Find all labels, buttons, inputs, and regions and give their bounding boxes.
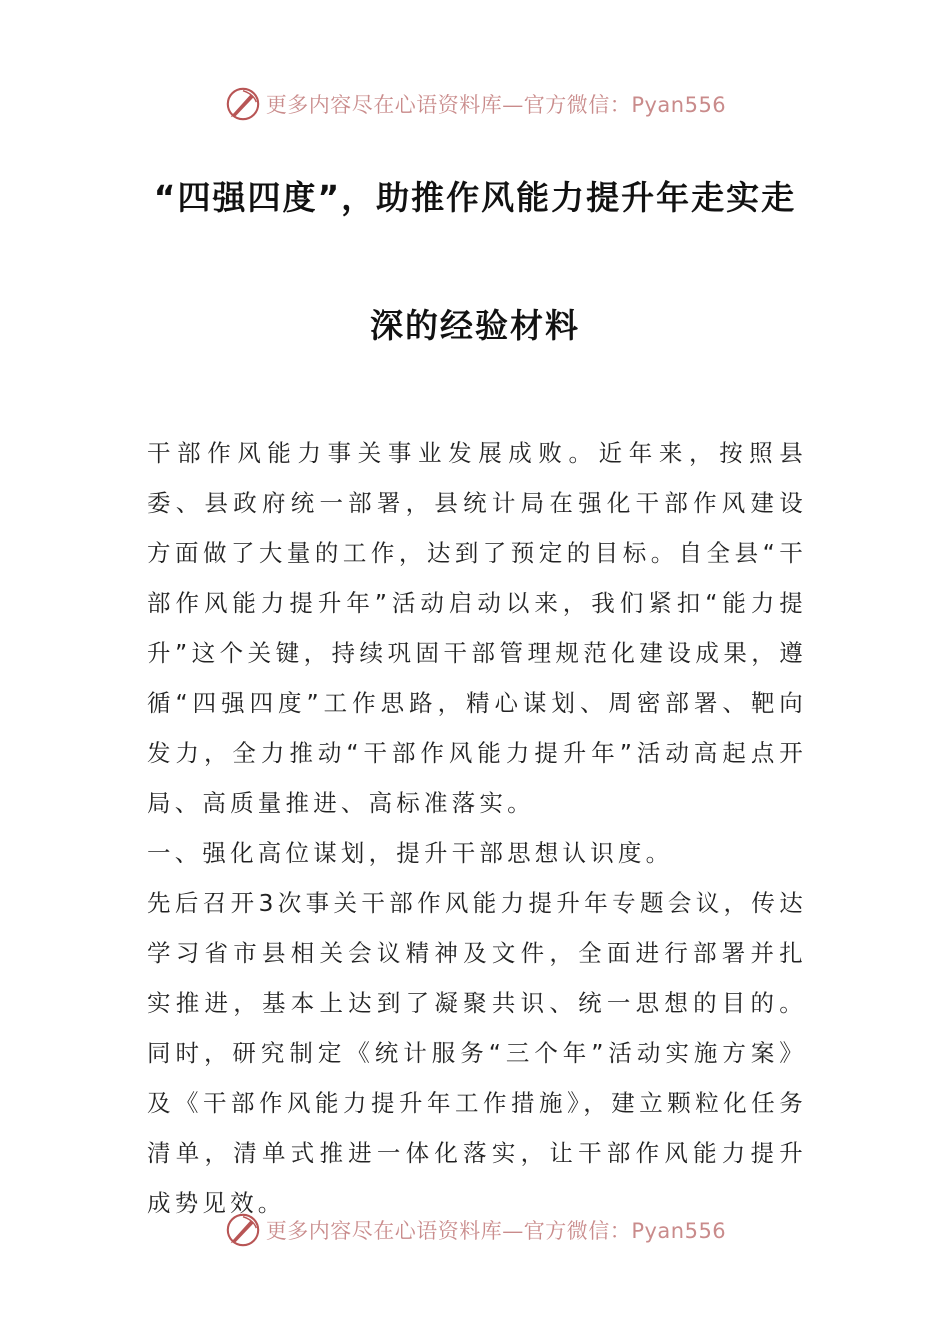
- document-title-line-1: “四强四度”，助推作风能力提升年走实走: [153, 178, 797, 217]
- watermark-text: [266, 1215, 726, 1245]
- paragraph-section-1: 先后召开3次事关干部作风能力提升年专题会议，传达学习省市县相关会议精神及文件，全面进行部署并扎实推进，基本上达到了凝聚共识、统一思想的目的。同时，研究制定《统计服务“三个年”活动实施方案》及《干部作风能力提升年工作措施》，建立颗粒化任务清单，清单式推进一体化落实，让干部作风能力提升成势见效。: [147, 889, 807, 1217]
- wechat-id: Pyan556: [631, 93, 727, 117]
- wechat-id: Pyan556: [631, 1219, 727, 1243]
- watermark-label: 更多内容尽在心语资料库—官方微信：: [265, 1219, 632, 1243]
- paragraph-intro: 干部作风能力事关事业发展成败。近年来，按照县委、县政府统一部署，县统计局在强化干部作风建设方面做了大量的工作，达到了预定的目标。自全县“干部作风能力提升年”活动启动以来，我们紧扣“能力提升”这个关键，持续巩固干部管理规范化建设成果，遵循“四强四度”工作思路，精心谋划、周密部署、靶向发力，全力推动“干部作风能力提升年”活动高起点开局、高质量推进、高标准落实。: [147, 439, 807, 817]
- pen-circle-logo-icon: [224, 1211, 262, 1249]
- watermark-banner-bottom: [0, 1210, 950, 1250]
- pen-circle-logo-icon: [224, 85, 262, 123]
- section-heading-1: 一、强化高位谋划，提升干部思想认识度。: [147, 839, 674, 867]
- watermark-label: 更多内容尽在心语资料库—官方微信：: [265, 93, 632, 117]
- document-body: [147, 428, 807, 1228]
- document-title-line-2: 深的经验材料: [370, 306, 580, 345]
- watermark-text: [266, 89, 726, 119]
- watermark-banner-top: [0, 84, 950, 124]
